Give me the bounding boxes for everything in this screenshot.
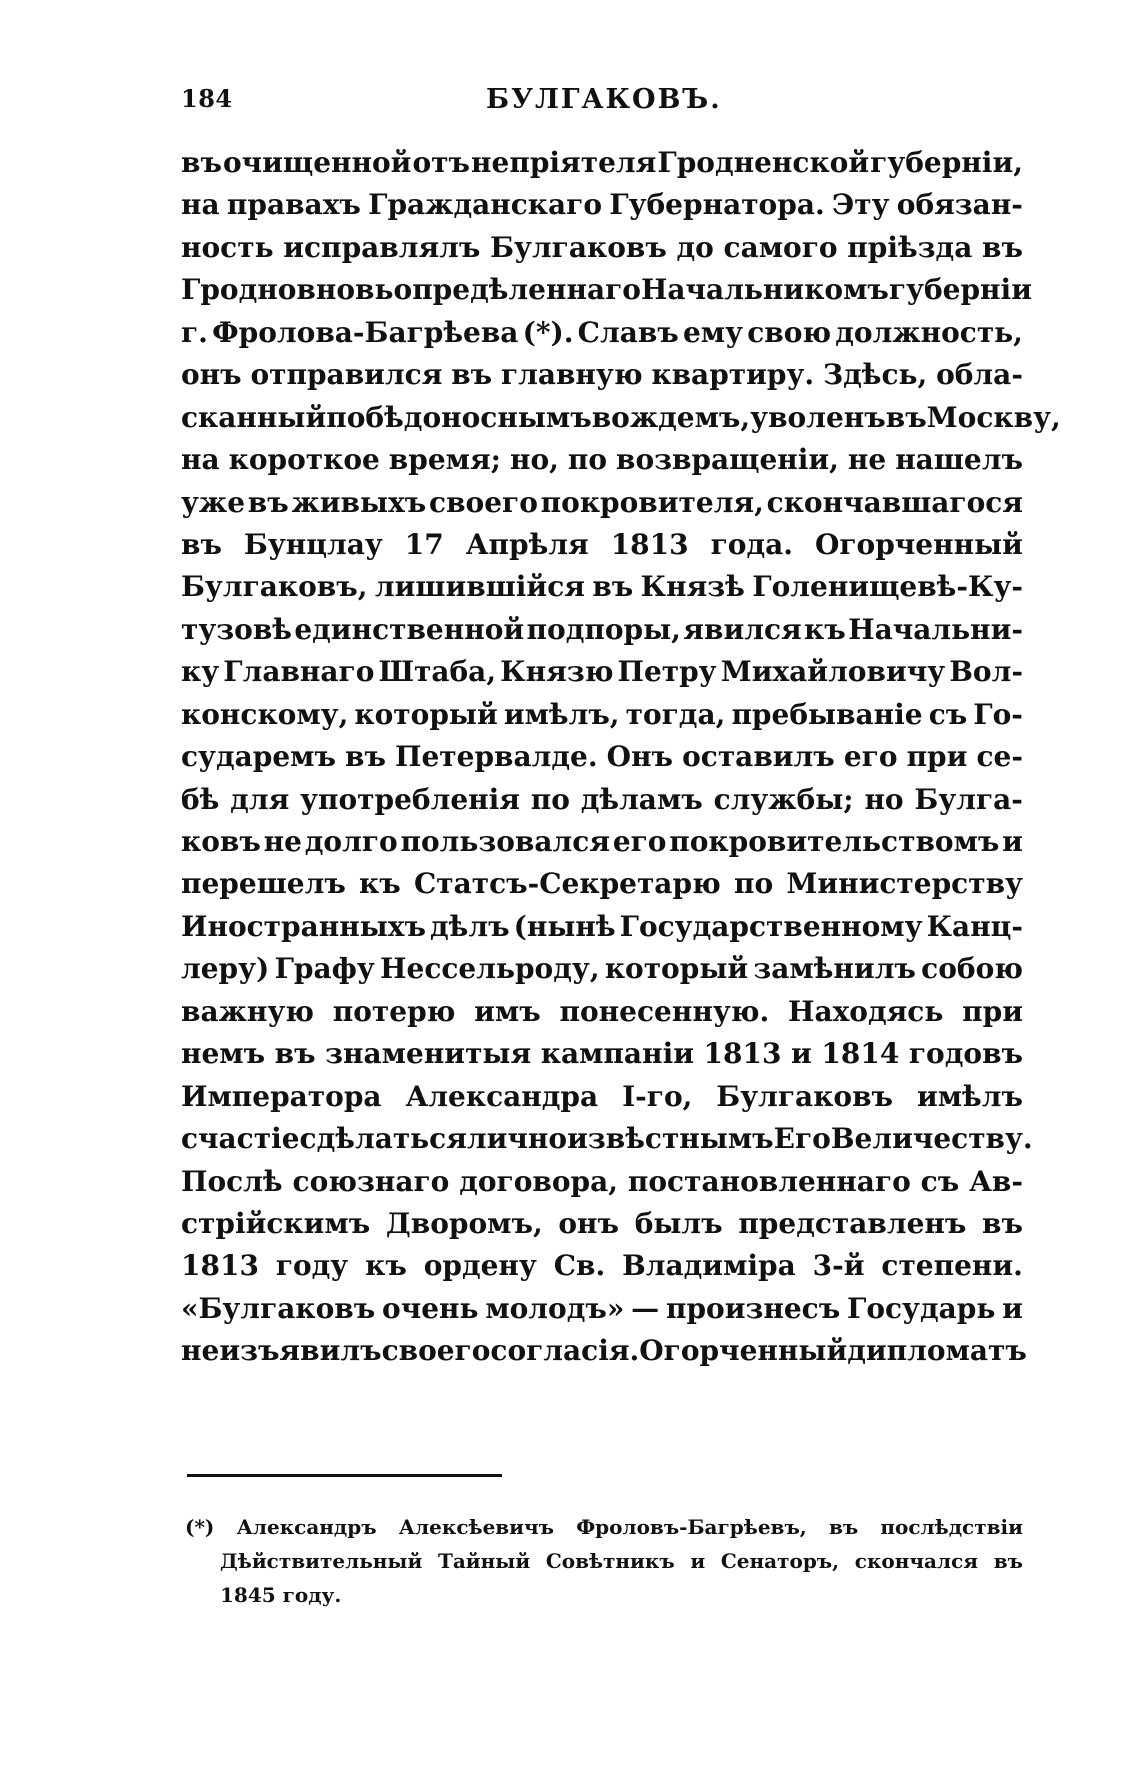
word: 1813 (610, 527, 689, 561)
word: Графу (274, 952, 375, 986)
word: леру) (181, 952, 270, 986)
word: главную (500, 358, 643, 392)
word: молодъ» (485, 1291, 625, 1325)
word: Совѣтникъ (545, 1549, 675, 1573)
word: по (567, 443, 608, 477)
word: Статсъ-Секретарю (413, 867, 721, 901)
body-text-line (181, 1076, 1023, 1118)
word: не (847, 443, 887, 477)
body-text-line (181, 1161, 1023, 1203)
word: до (676, 230, 714, 264)
word: съ (920, 1164, 960, 1198)
word: перешелъ (181, 867, 346, 901)
body-text-line (181, 609, 1023, 651)
word: время; (388, 443, 501, 477)
word: при (906, 740, 968, 774)
word: въ (345, 740, 386, 774)
word: договора, (459, 1164, 618, 1198)
word: и (791, 1037, 812, 1071)
body-text-line (181, 736, 1023, 778)
word: уже (181, 485, 246, 519)
word: Александръ (236, 1515, 377, 1539)
word: вождемъ, (591, 400, 751, 434)
word: въ (592, 570, 634, 604)
footnote (185, 1510, 1023, 1612)
page-header (181, 84, 1023, 124)
word: (*). (522, 315, 574, 349)
word: понесенную. (559, 994, 770, 1028)
running-title: БУЛГАКОВЪ. (486, 84, 722, 115)
word: въ (885, 400, 927, 434)
word: Тайный (437, 1549, 531, 1573)
body-text (181, 142, 1061, 1373)
word: ему (682, 315, 744, 349)
word: своего (429, 485, 538, 519)
word: Апрѣля (465, 527, 589, 561)
word: который (354, 697, 498, 731)
word: 17 (404, 527, 444, 561)
word: его (843, 740, 898, 774)
footnote-text-line (185, 1544, 1023, 1578)
body-text-line (181, 1288, 1023, 1330)
word: союзнаго (292, 1164, 450, 1198)
body-text-line (181, 1203, 1023, 1245)
word: въ (993, 1549, 1023, 1573)
word: (нынѣ (513, 909, 616, 943)
body-text-line (181, 906, 1023, 948)
word: г. (181, 315, 208, 349)
word: Гражданскаго (368, 188, 602, 222)
word: по (733, 867, 774, 901)
word: но (864, 782, 904, 816)
word: Огорченный (639, 1334, 848, 1368)
word: Дворомъ, (385, 1206, 543, 1240)
word: и (1002, 825, 1023, 858)
word: ку (181, 655, 220, 689)
word: непріятеля (471, 146, 657, 179)
word: на (181, 443, 220, 477)
word: Государь (847, 1291, 996, 1325)
word: Алексѣевичъ (398, 1515, 554, 1539)
word: бѣ (181, 782, 220, 816)
word: Главнаго (223, 655, 375, 689)
word: Св. (553, 1249, 606, 1283)
word: должность, (835, 315, 1023, 349)
word: Нессельроду, (380, 952, 600, 986)
word: покровительствомъ (669, 825, 1000, 858)
word: Вол- (949, 655, 1023, 689)
word: Послѣ (181, 1164, 283, 1198)
word: вновь (296, 273, 394, 307)
word: года. (710, 527, 793, 561)
word: живыхъ (291, 485, 427, 519)
word: Иностранныхъ (181, 909, 426, 943)
word: (*) (185, 1515, 215, 1539)
word: кампаніи (540, 1037, 694, 1071)
word: въ (181, 527, 222, 561)
word: 1814 (821, 1037, 900, 1071)
word: короткое (228, 443, 380, 477)
word: былъ (634, 1206, 723, 1240)
word: Князю (500, 655, 614, 689)
word: конскому, (181, 697, 349, 731)
word: степени. (881, 1249, 1023, 1283)
word: Сенаторъ, (720, 1549, 840, 1573)
word: и (1002, 1291, 1023, 1325)
body-text-line (181, 821, 1023, 863)
word: пріѣзда (847, 230, 973, 264)
word: имѣлъ (916, 1079, 1023, 1113)
word: стрійскимъ (181, 1206, 371, 1240)
word: возвращеніи, (616, 443, 839, 477)
word: не (263, 825, 302, 858)
word: употребленія (300, 782, 520, 816)
word: сударемъ (181, 740, 336, 774)
word: Фролова-Багрѣева (212, 315, 519, 349)
word: Петервалде. (395, 740, 598, 774)
body-text-line (181, 269, 1032, 311)
word: Ав- (969, 1164, 1023, 1198)
word: немъ (181, 1037, 266, 1071)
word: Находясь (787, 994, 944, 1028)
word: Начальни- (848, 612, 1023, 646)
word: дѣлъ (430, 909, 510, 943)
word: губерніи (888, 273, 1032, 307)
word: ордену (423, 1249, 537, 1283)
word: самого (723, 230, 838, 264)
word: представленъ (738, 1206, 967, 1240)
word: «Булгаковъ (181, 1291, 376, 1325)
word: его (612, 825, 667, 858)
word: при (962, 994, 1023, 1028)
word: по (530, 782, 570, 816)
word: нашелъ (895, 443, 1023, 477)
word: Петру (617, 655, 717, 689)
word: Го- (973, 697, 1023, 731)
page-number: 184 (181, 84, 233, 113)
word: подпоры, (526, 612, 681, 646)
word: съ (928, 697, 968, 731)
word: Его (773, 1122, 831, 1156)
word: къ (359, 867, 401, 901)
body-text-line (181, 863, 1023, 905)
word: покровителя, (540, 485, 764, 519)
word: не (181, 1334, 220, 1368)
word: годовъ (908, 1037, 1023, 1071)
word: но, (509, 443, 559, 477)
word: очищенной (222, 146, 412, 179)
word: исправлялъ (283, 230, 481, 264)
body-text-line (181, 184, 1023, 226)
word: Булга- (914, 782, 1023, 816)
word: Здѣсь, (822, 358, 928, 392)
word: губерніи, (870, 146, 1023, 179)
word: Министерству (786, 867, 1023, 901)
word: скончавшагося (766, 485, 1023, 519)
word: Канц- (926, 909, 1023, 943)
word: Князѣ (640, 570, 745, 604)
word: Гродно (181, 273, 297, 307)
word: Бунцлау (243, 527, 383, 561)
word: имъ (474, 994, 541, 1028)
word: — (631, 1291, 660, 1325)
word: опредѣленнаго (393, 273, 641, 307)
word: онъ (558, 1206, 620, 1240)
body-text-line (181, 566, 1023, 608)
body-text-line (181, 948, 1023, 990)
word: Губернатора. (609, 188, 825, 222)
word: единственной (294, 612, 525, 646)
word: обла- (936, 358, 1023, 392)
word: скончался (854, 1549, 979, 1573)
word: сдѣлаться (299, 1122, 467, 1156)
word: пользовался (400, 825, 611, 858)
word: явился (683, 612, 802, 646)
word: побѣдоноснымъ (326, 400, 592, 434)
word: согласія. (490, 1334, 640, 1368)
body-text-line (181, 779, 1023, 821)
word: произнесъ (665, 1291, 841, 1325)
word: счастіе (181, 1122, 300, 1156)
word: въ (247, 485, 289, 519)
word: къ (804, 612, 846, 646)
word: изъявилъ (219, 1334, 382, 1368)
word: оставилъ (682, 740, 835, 774)
word: послѣдствіи (880, 1515, 1023, 1539)
word: пребываніе (731, 697, 923, 731)
word: Начальникомъ (640, 273, 889, 307)
word: 1813 (181, 1249, 259, 1283)
word: имѣлъ, (503, 697, 620, 731)
word: на (181, 188, 220, 222)
word: уволенъ (750, 400, 886, 434)
word: тузовѣ (181, 612, 292, 646)
body-text-line (181, 439, 1023, 481)
body-text-line (181, 694, 1023, 736)
word: долго (304, 825, 398, 858)
body-text-line (181, 1245, 1023, 1287)
word: Гродненской (657, 146, 870, 179)
word: лишившійся (374, 570, 585, 604)
word: правахъ (226, 188, 361, 222)
word: Штаба, (378, 655, 497, 689)
word: Владиміра (622, 1249, 796, 1283)
word: въ (828, 1515, 859, 1539)
word: году (275, 1249, 349, 1283)
word: Александра (405, 1079, 599, 1113)
word: въ (451, 358, 493, 392)
word: для (230, 782, 290, 816)
word: Булгаковъ (490, 230, 667, 264)
body-text-line (181, 651, 1023, 693)
word: отправился (250, 358, 443, 392)
word: Михайловичу (720, 655, 946, 689)
word: потерю (332, 994, 456, 1028)
word: 1813 (703, 1037, 782, 1071)
word: извѣстнымъ (567, 1122, 774, 1156)
word: I-го, (622, 1079, 693, 1113)
footnote-rule (187, 1474, 502, 1477)
word: службы; (713, 782, 854, 816)
word: Онъ (606, 740, 674, 774)
word: Москву, (926, 400, 1061, 434)
word: Дѣйствительный (220, 1549, 423, 1573)
word: очень (382, 1291, 479, 1325)
word: свою (747, 315, 832, 349)
body-text-line (181, 142, 1023, 184)
body-text-line (181, 1330, 1027, 1372)
word: къ (365, 1249, 407, 1283)
word: знаменитыя (325, 1037, 532, 1071)
word: постановленнаго (627, 1164, 911, 1198)
word: Фроловъ-Багрѣевъ, (576, 1515, 807, 1539)
footnote-text-line: 1845 году. (220, 1583, 342, 1607)
word: въ (181, 146, 222, 179)
word: лично (466, 1122, 568, 1156)
word: дѣламъ (580, 782, 703, 816)
word: важную (181, 994, 314, 1028)
word: Величеству. (830, 1122, 1033, 1156)
word: Булгаковъ, (181, 570, 368, 604)
word: собою (921, 952, 1023, 986)
body-text-line (181, 397, 1061, 439)
body-text-line (181, 482, 1023, 524)
body-text-line (181, 227, 1023, 269)
word: обязан- (896, 188, 1023, 222)
word: Эту (831, 188, 890, 222)
word: въ (982, 1206, 1023, 1240)
body-text-line (181, 354, 1023, 396)
word: въ (274, 1037, 316, 1071)
word: се- (976, 740, 1023, 774)
word: Славъ (577, 315, 679, 349)
word: онъ (181, 358, 242, 392)
body-text-line (181, 312, 1023, 354)
body-text-line (181, 524, 1023, 566)
word: который (604, 952, 749, 986)
word: тогда, (625, 697, 726, 731)
word: отъ (412, 146, 470, 179)
body-text-line (181, 991, 1023, 1033)
body-text-line (181, 1118, 1033, 1160)
word: и (690, 1549, 706, 1573)
body-text-line (181, 1033, 1023, 1075)
word: ковъ (181, 825, 261, 858)
word: Голенищевѣ-Ку- (752, 570, 1023, 604)
word: Государственному (619, 909, 923, 943)
word: въ (982, 230, 1023, 264)
word: дипломатъ (847, 1334, 1027, 1368)
word: Императора (181, 1079, 382, 1113)
word: квартиру. (651, 358, 815, 392)
word: Булгаковъ (716, 1079, 894, 1113)
word: сканный (181, 400, 327, 434)
footnote-text-line (185, 1510, 1023, 1544)
word: замѣнилъ (753, 952, 916, 986)
word: Огорченный (814, 527, 1023, 561)
word: ность (181, 230, 274, 264)
word: своего (381, 1334, 491, 1368)
word: 3-й (812, 1249, 865, 1283)
